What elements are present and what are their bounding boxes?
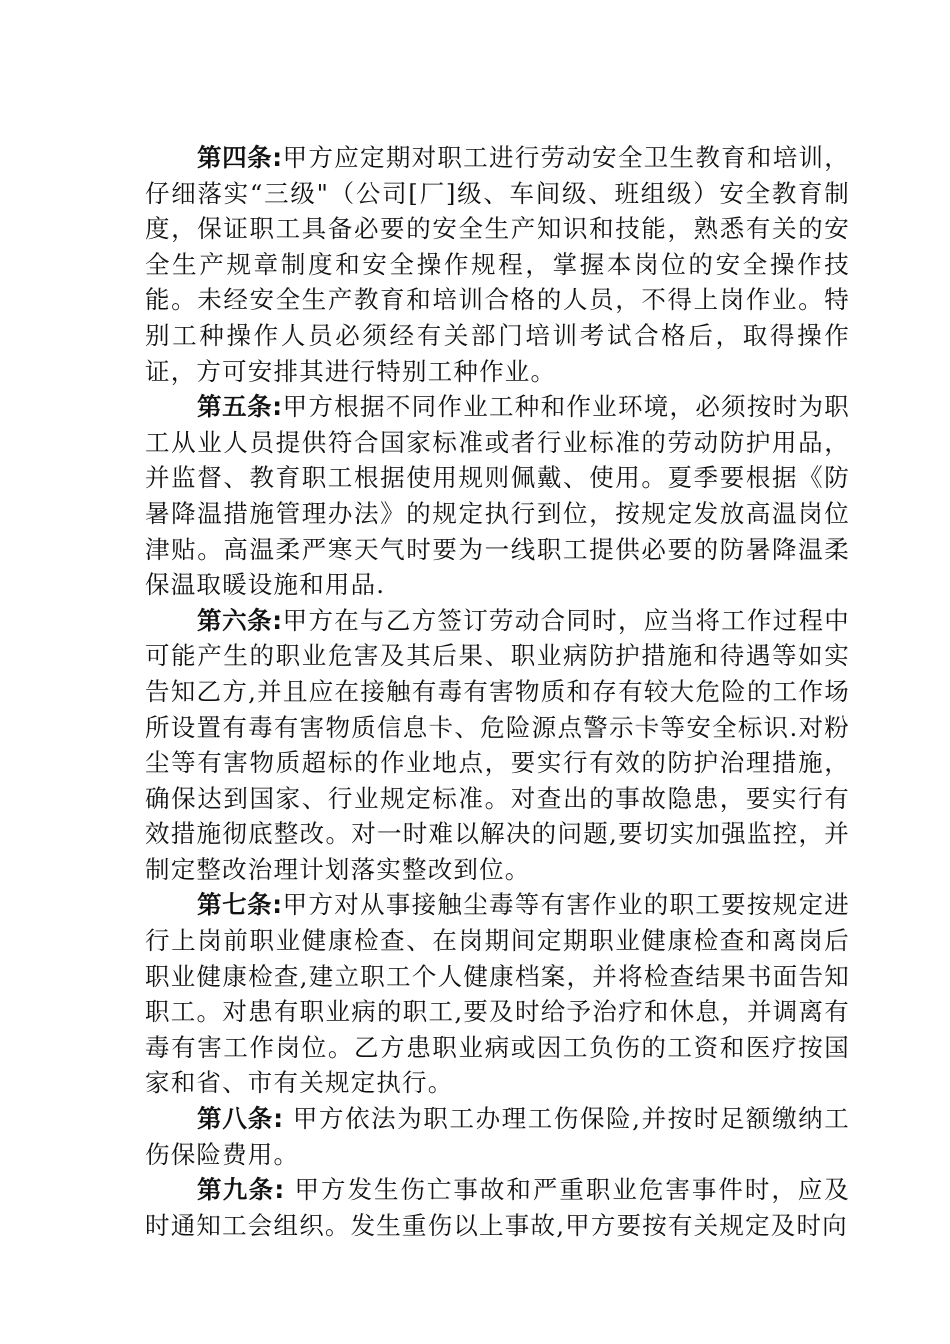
article-6	[145, 603, 850, 888]
article-9-text: 甲方发生伤亡事故和严重职业危害事件时，应及时通知工会组织。发生重伤以上事故,甲方要按有关规定及时向	[145, 1175, 850, 1240]
article-4-label: 第四条:	[197, 143, 283, 172]
article-7	[145, 887, 850, 1101]
article-4-text: 甲方应定期对职工进行劳动安全卫生教育和培训，仔细落实“三级"（公司[厂]级、车间级、班组级）安全教育制度，保证职工具备必要的安全生产知识和技能，熟悉有关的安全生产规章制度和安全操作规程，掌握本岗位的安全操作技能。未经安全生产教育和培训合格的人员，不得上岗作业。特别工种操作人员必须经有关部门培训考试合格后，取得操作证，方可安排其进行特别工种作业。	[145, 143, 850, 386]
document-page	[145, 140, 850, 1243]
article-8	[145, 1101, 850, 1172]
article-5	[145, 389, 850, 603]
article-9	[145, 1172, 850, 1243]
article-7-label: 第七条:	[197, 890, 283, 920]
article-6-text: 甲方在与乙方签订劳动合同时，应当将工作过程中可能产生的职业危害及其后果、职业病防护措施和待遇等如实告知乙方,并且应在接触有毒有害物质和存有较大危险的工作场所设置有毒有害物质信息卡、危险源点警示卡等安全标识.对粉尘等有害物质超标的作业地点，要实行有效的防护治理措施，确保达到国家、行业规定标准。对查出的事故隐患，要实行有效措施彻底整改。对一时难以解决的问题,要切实加强监控，并制定整改治理计划落实整改到位。	[145, 605, 850, 884]
article-7-text: 甲方对从事接触尘毒等有害作业的职工要按规定进行上岗前职业健康检查、在岗期间定期职业健康检查和离岗后职业健康检查,建立职工个人健康档案，并将检查结果书面告知职工。对患有职业病的职工,要及时给予治疗和休息，并调离有毒有害工作岗位。乙方患职业病或因工负伤的工资和医疗按国家和省、市有关规定执行。	[145, 890, 850, 1098]
article-8-label: 第八条:	[197, 1104, 284, 1134]
article-4	[145, 140, 850, 389]
article-5-label: 第五条:	[197, 392, 283, 422]
article-9-label: 第九条:	[197, 1175, 285, 1205]
article-8-text: 甲方依法为职工办理工伤保险,并按时足额缴纳工伤保险费用。	[145, 1104, 850, 1169]
article-5-text: 甲方根据不同作业工种和作业环境，必须按时为职工从业人员提供符合国家标准或者行业标准的劳动防护用品，并监督、教育职工根据使用规则佩戴、使用。夏季要根据《防暑降温措施管理办法》的规定执行到位，按规定发放高温岗位津贴。高温柔严寒天气时要为一线职工提供必要的防暑降温柔保温取暖设施和用品.	[145, 392, 850, 600]
article-6-label: 第六条:	[197, 605, 283, 635]
